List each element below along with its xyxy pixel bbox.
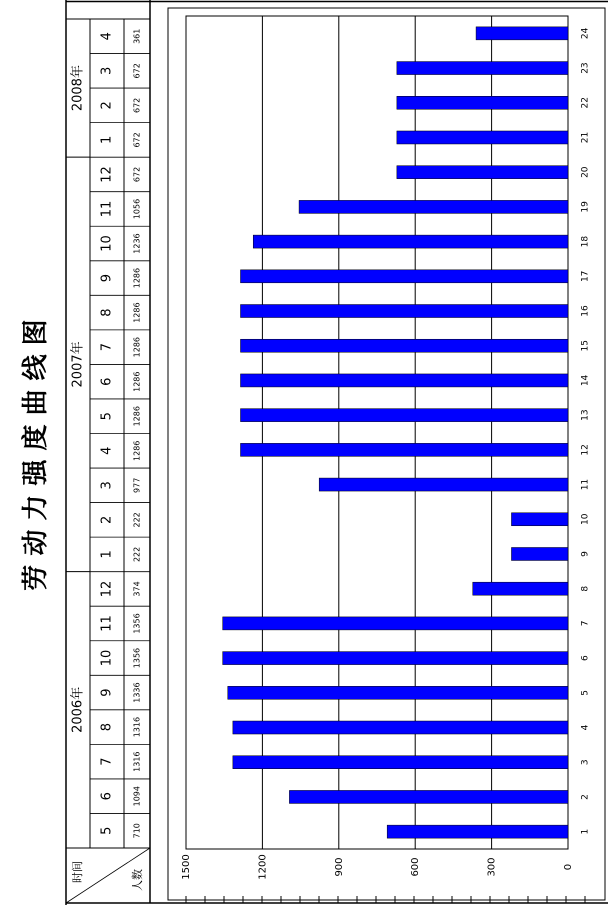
bar (319, 478, 568, 491)
table-month: 12 (99, 580, 115, 598)
table-month: 7 (99, 343, 115, 352)
category-label: 6 (580, 655, 591, 661)
value-tick-label: 900 (333, 857, 345, 877)
bars (223, 27, 568, 838)
table-month: 2 (99, 101, 115, 110)
category-label: 1 (580, 828, 591, 835)
table-month: 6 (99, 792, 115, 801)
table-count: 1094 (132, 786, 142, 807)
table-month: 1 (99, 135, 115, 145)
table-count: 374 (132, 581, 142, 597)
table-year-label: 2007年 (70, 341, 86, 388)
bar (240, 374, 568, 387)
table-count: 1286 (132, 406, 142, 427)
table-count: 710 (132, 823, 142, 839)
category-label: 12 (580, 444, 591, 456)
bar (240, 339, 568, 352)
category-label: 11 (580, 478, 591, 491)
bar (228, 686, 568, 699)
table-month: 5 (99, 826, 115, 835)
category-label: 8 (580, 585, 591, 592)
table-count: 1286 (132, 371, 142, 392)
value-axis-labels (181, 854, 574, 879)
value-tick-label: 300 (486, 857, 498, 877)
table-month: 4 (99, 446, 115, 455)
bar (511, 547, 568, 560)
bar (223, 617, 568, 630)
category-label: 22 (580, 97, 591, 109)
category-label: 23 (580, 62, 591, 74)
table-month: 11 (99, 200, 115, 218)
bar (476, 27, 568, 40)
category-labels (581, 27, 591, 834)
people-label: 人数 (131, 869, 144, 891)
category-label: 16 (580, 305, 591, 317)
table-month: 2 (99, 515, 115, 524)
category-label: 15 (580, 340, 591, 352)
category-label: 13 (580, 409, 591, 421)
table-month: 11 (99, 615, 115, 632)
table-month: 7 (99, 757, 115, 766)
bar (240, 270, 568, 283)
bar (511, 513, 568, 526)
table-count: 1286 (132, 267, 142, 289)
bar (240, 443, 568, 456)
bar (233, 756, 568, 769)
bar (233, 721, 568, 734)
bar (397, 166, 568, 179)
value-tick-label: 1500 (181, 854, 192, 880)
category-label: 20 (580, 166, 591, 178)
table-month: 3 (99, 481, 115, 490)
data-table (66, 0, 150, 903)
table-month: 10 (99, 649, 115, 667)
category-label: 5 (580, 689, 591, 696)
table-count: 1286 (132, 336, 142, 358)
table-count: 222 (132, 512, 142, 528)
time-label: 时间 (71, 861, 84, 883)
table-count: 672 (132, 97, 142, 113)
table-count: 222 (132, 546, 142, 563)
table-count: 977 (132, 477, 142, 493)
value-tick-label: 0 (563, 863, 574, 871)
bar (397, 131, 568, 144)
table-count: 672 (132, 132, 142, 148)
table-count: 672 (132, 63, 142, 79)
bar (299, 200, 568, 213)
bar (397, 62, 568, 75)
category-label: 24 (580, 27, 591, 40)
table-count: 1056 (132, 198, 142, 220)
table-month: 9 (99, 688, 115, 697)
table-count: 1316 (132, 751, 142, 772)
category-label: 21 (580, 131, 591, 144)
table-count: 672 (132, 166, 142, 183)
table-count: 1316 (132, 716, 142, 738)
table-month: 3 (99, 66, 115, 75)
table-month: 8 (99, 722, 115, 732)
category-label: 2 (580, 794, 591, 800)
table-month: 12 (99, 166, 115, 183)
table-count: 1336 (132, 682, 142, 703)
table-month: 9 (99, 273, 115, 283)
category-label: 9 (580, 551, 591, 557)
table-count: 361 (132, 28, 142, 44)
bar (240, 305, 568, 318)
bar (240, 409, 568, 422)
bar (387, 825, 568, 838)
category-label: 18 (580, 235, 591, 248)
table-count: 1286 (132, 440, 142, 461)
category-label: 14 (580, 374, 591, 387)
table-month: 4 (99, 32, 115, 41)
table-month: 1 (99, 550, 115, 559)
table-count: 1356 (132, 647, 142, 669)
bar (223, 652, 568, 665)
value-tick-label: 600 (410, 857, 422, 877)
table-year-label: 2006年 (70, 686, 86, 733)
value-tick-label: 1200 (257, 854, 269, 880)
category-label: 19 (580, 201, 591, 213)
bar (473, 582, 568, 595)
table-year-label: 2008年 (70, 65, 86, 112)
table-count: 1236 (132, 233, 142, 254)
category-label: 3 (580, 759, 591, 766)
chart-title: 劳 动 力 强 度 曲 线 图 (21, 319, 51, 591)
bar (397, 96, 568, 109)
category-label: 17 (580, 270, 591, 283)
bar (289, 790, 568, 803)
table-count: 1286 (132, 302, 142, 323)
table-header-cell (66, 848, 150, 903)
table-month: 5 (99, 412, 115, 421)
category-label: 4 (580, 724, 591, 731)
table-count: 1356 (132, 613, 142, 634)
table-month: 6 (99, 377, 115, 386)
bar (253, 235, 568, 248)
category-label: 10 (580, 513, 591, 525)
category-label: 7 (580, 620, 591, 627)
table-month: 8 (99, 308, 115, 317)
table-month: 10 (99, 235, 115, 252)
